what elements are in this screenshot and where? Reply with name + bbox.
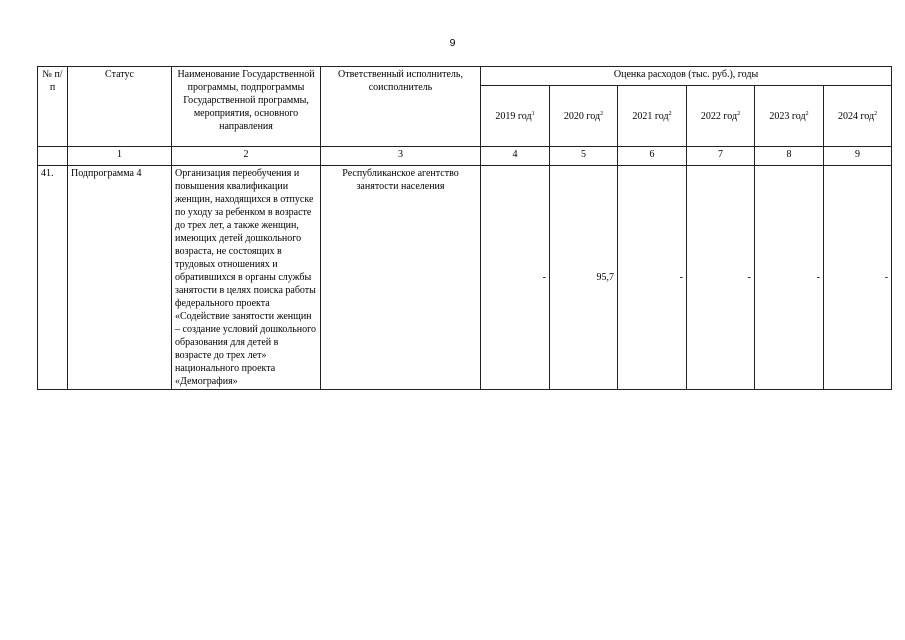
header-status: Статус (68, 67, 172, 147)
column-number: 4 (481, 147, 550, 166)
value-2021: - (618, 166, 687, 390)
header-year-2021: 2021 год$^2$ (618, 86, 687, 147)
row-number: 41. (38, 166, 68, 390)
column-number: 7 (687, 147, 755, 166)
expenses-table (37, 66, 892, 390)
value-2020: 95,7 (550, 166, 618, 390)
value-2022: - (687, 166, 755, 390)
column-number: 8 (755, 147, 824, 166)
header-year-2022: 2022 год$^2$ (687, 86, 755, 147)
page-number: 9 (449, 37, 456, 49)
header-year-2024: 2024 год$^2$ (824, 86, 892, 147)
header-year-2020: 2020 год$^2$ (550, 86, 618, 147)
value-2019: - (481, 166, 550, 390)
column-number: 6 (618, 147, 687, 166)
value-2023: - (755, 166, 824, 390)
header-expenses: Оценка расходов (тыс. руб.), годы (481, 67, 892, 86)
value-2024: - (824, 166, 892, 390)
row-executor: Республиканское агентство занятости населения (321, 166, 481, 390)
column-number (38, 147, 68, 166)
header-year-2023: 2023 год$^2$ (755, 86, 824, 147)
header-name: Наименование Государственной программы, подпрограммы Государственной программы, мероприятия, основного направления (172, 67, 321, 147)
column-number: 3 (321, 147, 481, 166)
table-row (38, 166, 892, 390)
row-status: Подпрограмма 4 (68, 166, 172, 390)
header-year-2019: 2019 год$^1$ (481, 86, 550, 147)
column-number: 9 (824, 147, 892, 166)
column-number: 5 (550, 147, 618, 166)
column-number: 2 (172, 147, 321, 166)
column-number-row (38, 147, 892, 166)
row-name: Организация переобучения и повышения квалификации женщин, находящихся в отпуске по уходу за ребенком в возрасте до трех лет, а также женщин, имеющих детей дошкольного возраста, не состоящих в трудовых отношениях и обратившихся в органы службы занятости в целях поиска работы федерального проекта «Содействие занятости женщин – создание условий дошкольного образования для детей в возрасте до трех лет» национального проекта «Демография» (172, 166, 321, 390)
header-number: № п/п (38, 67, 68, 147)
header-executor: Ответственный исполнитель, соисполнитель (321, 67, 481, 147)
column-number: 1 (68, 147, 172, 166)
header-row-1 (38, 67, 892, 86)
